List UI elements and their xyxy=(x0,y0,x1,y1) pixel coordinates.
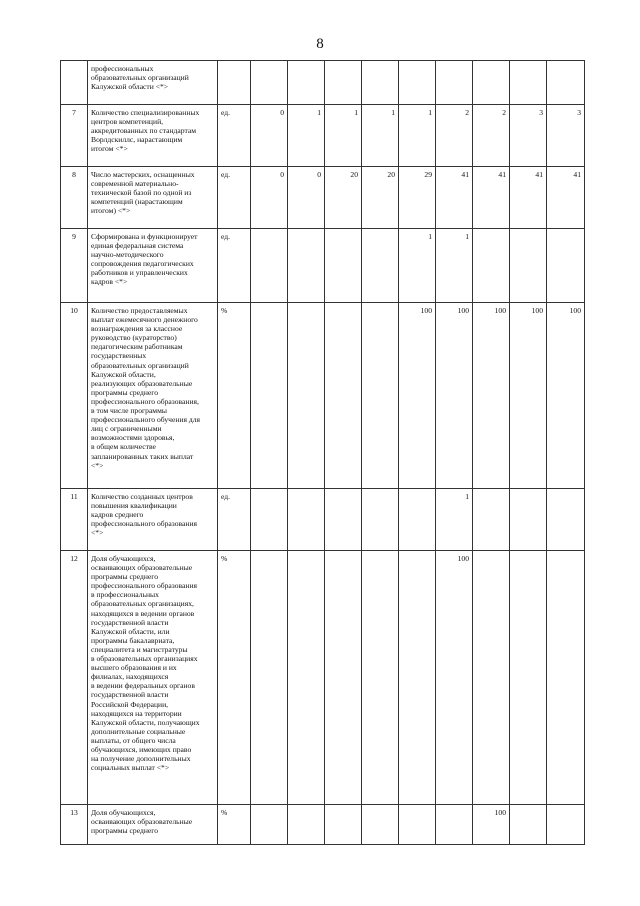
indicator-name-cell: Количество созданных центров повышения квалификации кадров среднего профессионального образования <*> xyxy=(88,489,218,551)
value-cell xyxy=(510,551,547,805)
value-cell xyxy=(288,61,325,105)
value-cell xyxy=(473,61,510,105)
value-cell xyxy=(510,489,547,551)
unit-cell: % xyxy=(218,303,251,489)
table-row xyxy=(61,61,585,105)
value-cell: 41 xyxy=(436,167,473,229)
value-cell xyxy=(288,551,325,805)
value-cell xyxy=(436,805,473,845)
table-row xyxy=(61,489,585,551)
value-cell: 1 xyxy=(399,229,436,303)
value-cell xyxy=(547,229,585,303)
row-number-cell xyxy=(61,61,88,105)
value-cell xyxy=(362,61,399,105)
value-cell xyxy=(510,805,547,845)
row-number-cell: 10 xyxy=(61,303,88,489)
indicator-name-cell: Доля обучающихся, осваивающих образовательные программы среднего xyxy=(88,805,218,845)
row-number-cell: 11 xyxy=(61,489,88,551)
value-cell xyxy=(510,61,547,105)
value-cell xyxy=(510,229,547,303)
value-cell: 100 xyxy=(436,303,473,489)
table-row xyxy=(61,229,585,303)
value-cell: 2 xyxy=(473,105,510,167)
value-cell xyxy=(473,229,510,303)
value-cell xyxy=(399,61,436,105)
value-cell xyxy=(325,489,362,551)
value-cell: 100 xyxy=(473,805,510,845)
value-cell xyxy=(251,61,288,105)
indicator-name-cell: профессиональных образовательных организаций Калужской области <*> xyxy=(88,61,218,105)
value-cell: 1 xyxy=(436,229,473,303)
unit-cell: ед. xyxy=(218,167,251,229)
value-cell: 0 xyxy=(251,105,288,167)
table-row xyxy=(61,105,585,167)
value-cell xyxy=(325,229,362,303)
value-cell xyxy=(251,303,288,489)
value-cell: 100 xyxy=(473,303,510,489)
table-row xyxy=(61,805,585,845)
table-row xyxy=(61,167,585,229)
value-cell xyxy=(251,805,288,845)
value-cell: 3 xyxy=(510,105,547,167)
value-cell xyxy=(473,489,510,551)
value-cell xyxy=(399,551,436,805)
value-cell: 41 xyxy=(547,167,585,229)
value-cell xyxy=(362,229,399,303)
row-number-cell: 7 xyxy=(61,105,88,167)
row-number-cell: 8 xyxy=(61,167,88,229)
value-cell: 29 xyxy=(399,167,436,229)
value-cell xyxy=(547,61,585,105)
indicator-name-cell: Число мастерских, оснащенных современной материально- технической базой по одной из компетенций (нарастающим итогом) <*> xyxy=(88,167,218,229)
value-cell: 2 xyxy=(436,105,473,167)
indicator-name-cell: Количество предоставляемых выплат ежемесячного денежного вознаграждения за классное руководство (кураторство) педагогическим работникам государственных образовательных организаций Калужской области, реализующих образовательные программы среднего профессионального образования, в том числе программы профессионального обучения для лиц с ограниченными возможностями здоровья, в общем количестве запланированных таких выплат <*> xyxy=(88,303,218,489)
unit-cell: ед. xyxy=(218,489,251,551)
row-number-cell: 12 xyxy=(61,551,88,805)
value-cell xyxy=(325,551,362,805)
value-cell xyxy=(547,489,585,551)
value-cell xyxy=(325,805,362,845)
value-cell: 100 xyxy=(399,303,436,489)
value-cell xyxy=(251,229,288,303)
value-cell xyxy=(547,805,585,845)
value-cell xyxy=(288,489,325,551)
indicator-name-cell: Доля обучающихся, осваивающих образовательные программы среднего профессионального образования в профессиональных образовательных организациях, находящихся в ведении органов государственной власти Калужской области, или программы бакалавриата, специалитета и магистратуры в образовательных организациях высшего образования и их филиалах, находящихся в ведении федеральных органов государственной власти Российской Федерации, находящихся на территории Калужской области, получающих дополнительные социальные выплаты, от общего числа обучающихся, имеющих право на получение дополнительных социальных выплат <*> xyxy=(88,551,218,805)
indicator-table xyxy=(60,60,585,845)
table-row xyxy=(61,303,585,489)
value-cell xyxy=(325,303,362,489)
value-cell xyxy=(362,551,399,805)
row-number-cell: 9 xyxy=(61,229,88,303)
value-cell: 41 xyxy=(510,167,547,229)
value-cell xyxy=(251,551,288,805)
value-cell xyxy=(362,489,399,551)
value-cell xyxy=(251,489,288,551)
page-number: 8 xyxy=(316,36,324,52)
value-cell: 100 xyxy=(510,303,547,489)
value-cell xyxy=(436,61,473,105)
value-cell: 100 xyxy=(547,303,585,489)
value-cell: 1 xyxy=(436,489,473,551)
value-cell xyxy=(547,551,585,805)
value-cell xyxy=(362,303,399,489)
value-cell: 3 xyxy=(547,105,585,167)
value-cell: 41 xyxy=(473,167,510,229)
value-cell: 20 xyxy=(325,167,362,229)
value-cell xyxy=(325,61,362,105)
value-cell: 20 xyxy=(362,167,399,229)
value-cell: 0 xyxy=(251,167,288,229)
value-cell xyxy=(399,805,436,845)
unit-cell: ед. xyxy=(218,105,251,167)
value-cell: 100 xyxy=(436,551,473,805)
unit-cell xyxy=(218,61,251,105)
value-cell: 1 xyxy=(288,105,325,167)
value-cell xyxy=(288,229,325,303)
indicator-name-cell: Сформирована и функционирует единая федеральная система научно-методического сопровождения педагогических работников и управленческих кадров <*> xyxy=(88,229,218,303)
value-cell xyxy=(399,489,436,551)
value-cell xyxy=(288,805,325,845)
unit-cell: % xyxy=(218,551,251,805)
value-cell xyxy=(288,303,325,489)
value-cell: 0 xyxy=(288,167,325,229)
row-number-cell: 13 xyxy=(61,805,88,845)
value-cell: 1 xyxy=(399,105,436,167)
value-cell xyxy=(362,805,399,845)
value-cell: 1 xyxy=(362,105,399,167)
table-row xyxy=(61,551,585,805)
unit-cell: ед. xyxy=(218,229,251,303)
value-cell xyxy=(473,551,510,805)
value-cell: 1 xyxy=(325,105,362,167)
unit-cell: % xyxy=(218,805,251,845)
indicator-name-cell: Количество специализированных центров компетенций, аккредитованных по стандартам Ворлдскиллс, нарастающим итогом <*> xyxy=(88,105,218,167)
